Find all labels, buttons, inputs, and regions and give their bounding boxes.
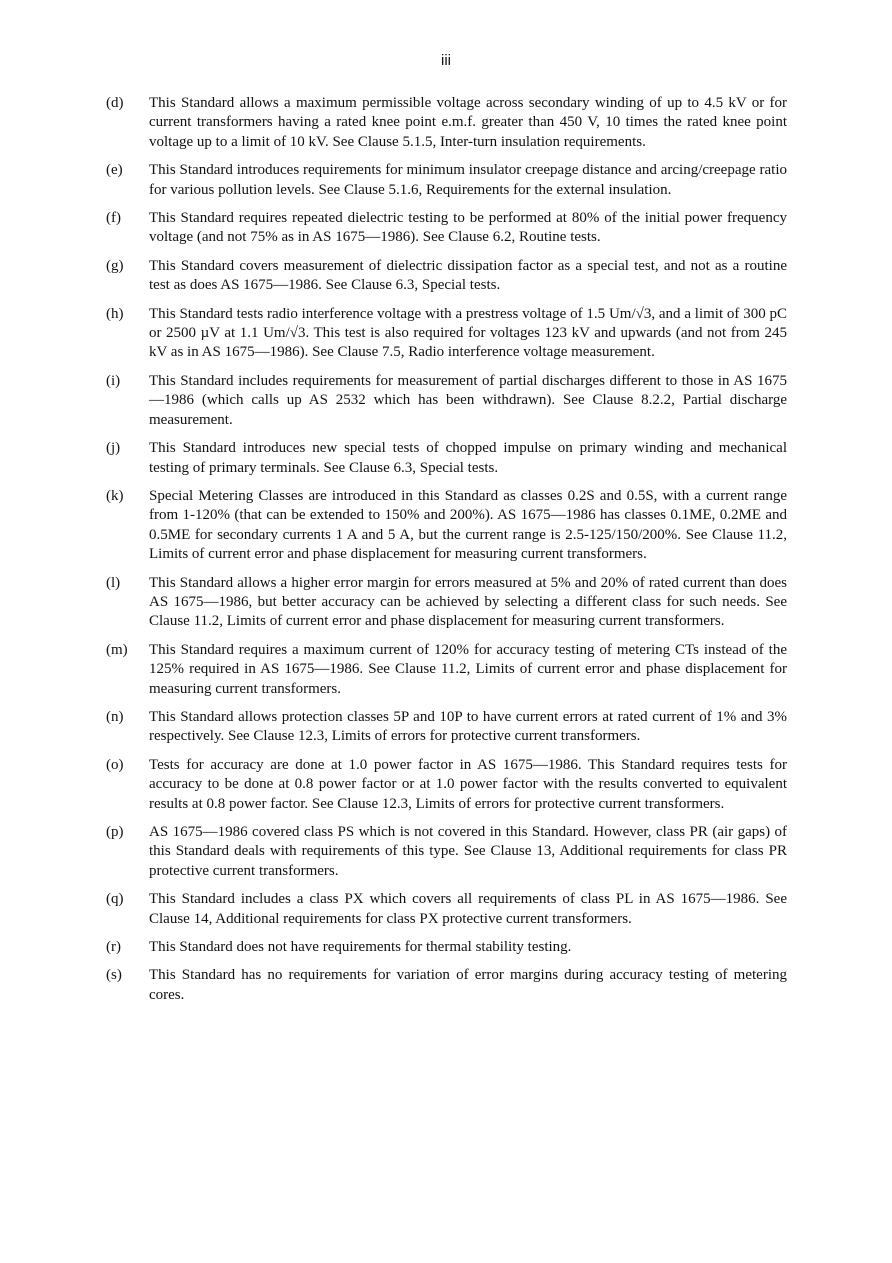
list-item [106, 756, 787, 814]
list-item-text: This Standard introduces new special tests of chopped impulse on primary winding and mechanical testing of primary terminals. See Clause 6.3, Special tests. [149, 440, 787, 476]
list-item-text: This Standard includes a class PX which covers all requirements of class PL in AS 1675—1986. See Clause 14, Additional requirements for class PX protective current transformers. [149, 891, 787, 927]
list-item [106, 257, 787, 296]
list-item [106, 439, 787, 478]
list-item-text: This Standard has no requirements for variation of error margins during accuracy testing of metering cores. [149, 967, 787, 1003]
list-item-label: (d) [106, 95, 124, 111]
list-item-text: AS 1675—1986 covered class PS which is not covered in this Standard. However, class PR (air gaps) of this Standard deals with requirements of this type. See Clause 13, Additional requirements for class PR protective current transformers. [149, 824, 787, 879]
list-item-label: (e) [106, 162, 123, 179]
list-item-text: This Standard tests radio interference voltage with a prestress voltage of 1.5 Um/√3, and a limit of 300 pC or 2500 µV at 1.1 Um/√3. This test is also required for voltages 123 kV and upwards (and not from 245 kV as in AS 1675—1986). See Clause 7.5, Radio interference voltage measurement. [149, 305, 787, 361]
list-item-label: (i) [106, 372, 121, 389]
list-item-text: Special Metering Classes are introduced in this Standard as classes 0.2S and 0.5S, with a current range from 1-120% (that can be extended to 150% and 200%). AS 1675—1986 has classes 0.1ME, 0.2ME and 0.5ME for secondary currents 1 A and 5 A, but the current range is 2.5-125/150/200%. See Clause 11.2, Limits of current error and phase displacement for measuring current transformers. [149, 487, 787, 563]
list-item [106, 574, 787, 632]
list-item [106, 641, 787, 699]
list-item-label: (l) [106, 574, 121, 591]
list-item [106, 487, 787, 565]
list-item-label: (j) [106, 440, 121, 457]
list-item [106, 823, 787, 881]
list-item-text: Tests for accuracy are done at 1.0 power factor in AS 1675—1986. This Standard requires tests for accuracy to be done at 0.8 power factor or at 1.0 power factor with the results converted to equivalent results at 0.8 power factor. See Clause 12.3, Limits of errors for protective current transformers. [149, 756, 787, 812]
list-item-label: (h) [106, 305, 124, 322]
list-item [106, 372, 787, 430]
list-item-label: (o) [106, 756, 124, 773]
list-item-label: (r) [106, 939, 121, 956]
list-item [106, 708, 787, 747]
list-item-text: This Standard allows protection classes 5P and 10P to have current errors at rated current of 1% and 3% respectively. See Clause 12.3, Limits of errors for protective current transformers. [149, 708, 787, 745]
amendment-list [106, 94, 787, 1014]
list-item-text: This Standard includes requirements for measurement of partial discharges different to those in AS 1675—1986 (which calls up AS 2532 which has been withdrawn). See Clause 8.2.2, Partial discharge measurement. [149, 372, 787, 428]
list-item-label: (n) [106, 708, 124, 725]
list-item-text: This Standard does not have requirements for thermal stability testing. [149, 939, 572, 956]
list-item [106, 305, 787, 363]
list-item [106, 94, 787, 152]
list-item-label: (g) [106, 257, 124, 274]
list-item [106, 161, 787, 200]
list-item-label: (s) [106, 967, 122, 984]
list-item-text: This Standard allows a higher error margin for errors measured at 5% and 20% of rated current than does AS 1675—1986, but better accuracy can be achieved by selecting a different class for such needs. See Clause 11.2, Limits of current error and phase displacement for measuring current transformers. [149, 574, 787, 630]
list-item-label: (f) [106, 210, 121, 227]
list-item-label: (k) [106, 487, 124, 504]
list-item [106, 966, 787, 1005]
page-number: iii [441, 52, 451, 69]
list-item-text: This Standard covers measurement of dielectric dissipation factor as a special test, and not as a routine test as does AS 1675—1986. See Clause 6.3, Special tests. [149, 257, 787, 294]
list-item-text: This Standard requires a maximum current of 120% for accuracy testing of metering CTs instead of the 125% required in AS 1675—1986. See Clause 11.2, Limits of current error and phase displacement for measuring current transformers. [149, 641, 787, 697]
list-item-text: This Standard allows a maximum permissible voltage across secondary winding of up to 4.5 kV or for current transformers having a rated knee point e.m.f. greater than 450 V, 10 times the rated knee point voltage up to a limit of 10 kV. See Clause 5.1.5, Inter-turn insulation requirements. [149, 95, 787, 150]
list-item-label: (m) [106, 641, 128, 658]
list-item [106, 938, 787, 957]
list-item [106, 209, 787, 248]
list-item-label: (q) [106, 891, 124, 908]
list-item [106, 890, 787, 929]
list-item-text: This Standard introduces requirements for minimum insulator creepage distance and arcing/creepage ratio for various pollution levels. See Clause 5.1.6, Requirements for the external insulation. [149, 162, 787, 198]
list-item-label: (p) [106, 824, 124, 840]
list-item-text: This Standard requires repeated dielectric testing to be performed at 80% of the initial power frequency voltage (and not 75% as in AS 1675—1986). See Clause 6.2, Routine tests. [149, 210, 787, 246]
